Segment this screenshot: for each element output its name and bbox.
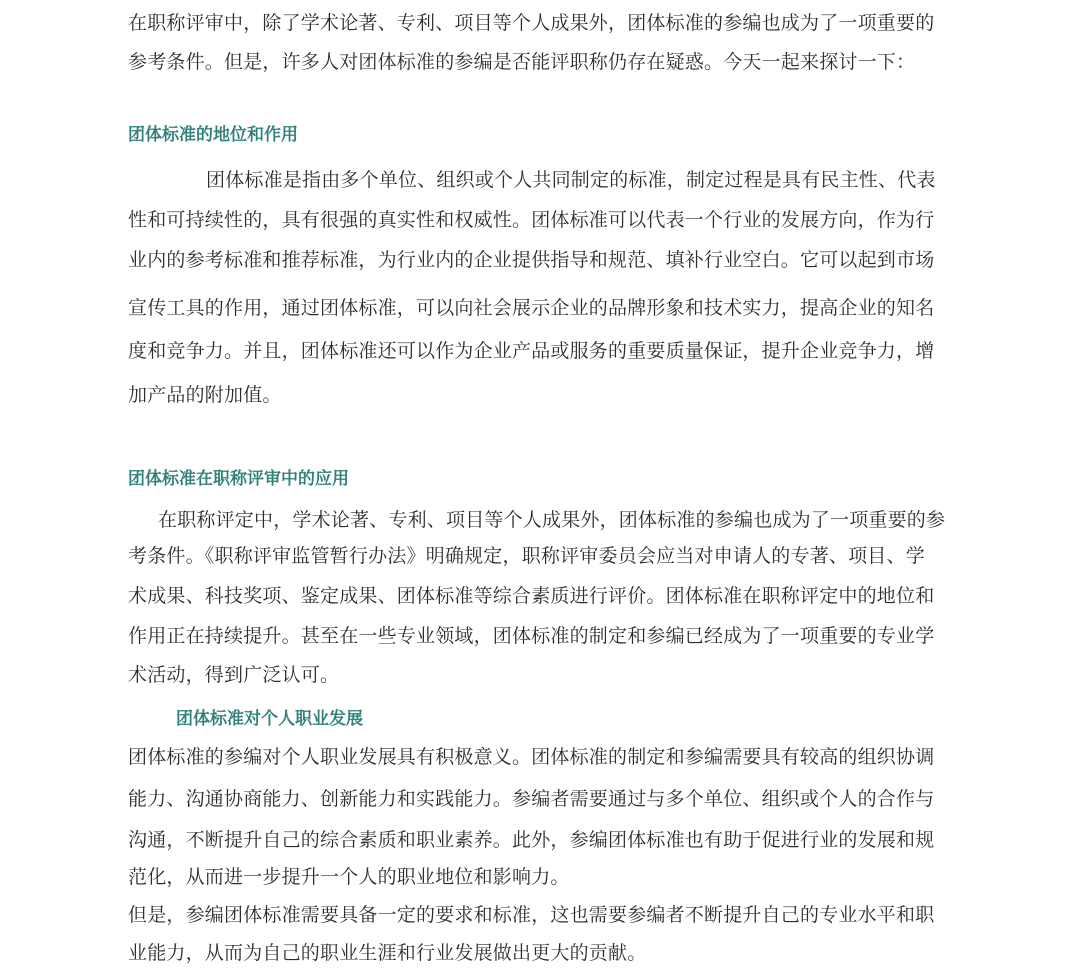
paragraph-line: 作用正在持续提升。甚至在一些专业领域，团体标准的制定和参编已经成为了一项重要的专业学 [128, 625, 935, 647]
paragraph-line: 加产品的附加值。 [128, 384, 282, 406]
paragraph-line: 团体标准的参编对个人职业发展具有积极意义。团体标准的制定和参编需要具有较高的组织协调 [128, 746, 935, 768]
section-heading-status-and-role: 团体标准的地位和作用 [128, 125, 298, 145]
paragraph-line: 能力、沟通协商能力、创新能力和实践能力。参编者需要通过与多个单位、组织或个人的合作与 [128, 788, 935, 810]
paragraph-line: 宣传工具的作用，通过团体标准，可以向社会展示企业的品牌形象和技术实力，提高企业的知名 [128, 297, 935, 319]
paragraph-line: 性和可持续性的，具有很强的真实性和权威性。团体标准可以代表一个行业的发展方向，作为行 [128, 209, 935, 231]
paragraph-line: 团体标准是指由多个单位、组织或个人共同制定的标准，制定过程是具有民主性、代表 [206, 169, 936, 191]
intro-line: 参考条件。但是，许多人对团体标准的参编是否能评职称仍存在疑惑。今天一起来探讨一下： [128, 51, 916, 73]
paragraph-line: 术成果、科技奖项、鉴定成果、团体标准等综合素质进行评价。团体标准在职称评定中的地位和 [128, 585, 935, 607]
paragraph-line: 但是，参编团体标准需要具备一定的要求和标准，这也需要参编者不断提升自己的专业水平和职 [128, 904, 935, 926]
paragraph-line: 术活动，得到广泛认可。 [128, 664, 340, 686]
paragraph-line: 沟通，不断提升自己的综合素质和职业素养。此外，参编团体标准也有助于促进行业的发展和规 [128, 829, 935, 851]
section-heading-application-in-title-review: 团体标准在职称评审中的应用 [128, 469, 349, 489]
paragraph-line: 考条件。《职称评审监管暂行办法》明确规定，职称评审委员会应当对申请人的专著、项目、学 [128, 545, 925, 567]
intro-line: 在职称评审中，除了学术论著、专利、项目等个人成果外，团体标准的参编也成为了一项重要的 [128, 12, 935, 34]
paragraph-line: 业内的参考标准和推荐标准，为行业内的企业提供指导和规范、填补行业空白。它可以起到市场 [128, 249, 935, 271]
section-heading-career-development: 团体标准对个人职业发展 [176, 709, 363, 729]
paragraph-line: 度和竞争力。并且，团体标准还可以作为企业产品或服务的重要质量保证，提升企业竞争力，增 [128, 340, 935, 362]
paragraph-line: 在职称评定中，学术论著、专利、项目等个人成果外，团体标准的参编也成为了一项重要的参 [158, 509, 946, 531]
paragraph-line: 范化，从而进一步提升一个人的职业地位和影响力。 [128, 866, 570, 888]
paragraph-line: 业能力，从而为自己的职业生涯和行业发展做出更大的贡献。 [128, 942, 647, 964]
